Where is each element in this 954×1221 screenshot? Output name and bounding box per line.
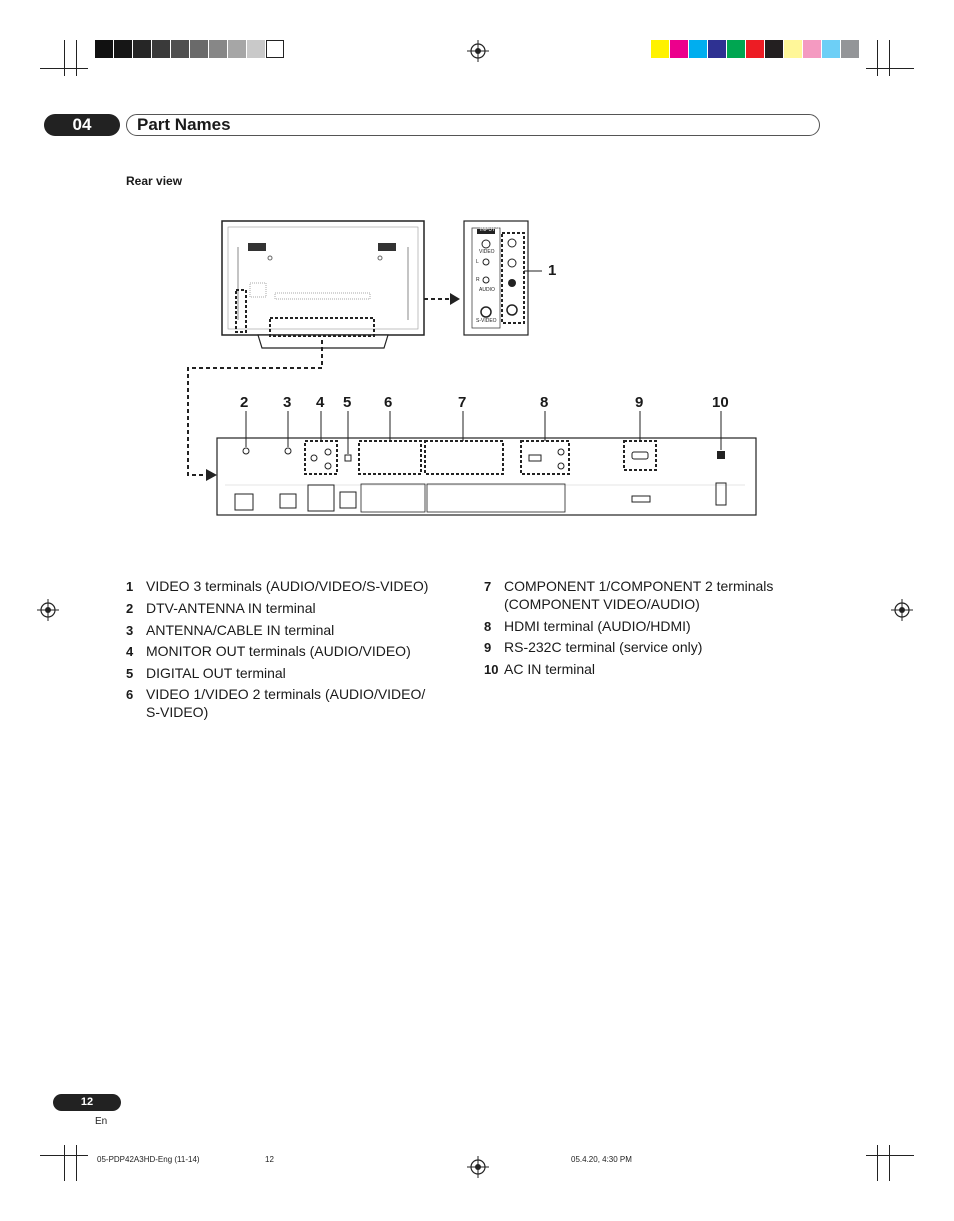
- callout-1: 1: [548, 262, 557, 279]
- gray-swatch: [209, 40, 227, 58]
- tv-back-panel: [222, 221, 460, 348]
- crop-mark: [889, 1145, 890, 1181]
- crop-mark: [866, 68, 914, 69]
- process-swatch: [670, 40, 688, 58]
- list-item: 7 COMPONENT 1/COMPONENT 2 terminals (COMPONENT VIDEO/AUDIO): [484, 578, 774, 612]
- list-item: 8 HDMI terminal (AUDIO/HDMI): [484, 618, 691, 634]
- list-item: 5 DIGITAL OUT terminal: [126, 665, 286, 681]
- rear-view-diagram: [180, 215, 780, 520]
- page-number: 12: [53, 1094, 121, 1111]
- list-item: 6 VIDEO 1/VIDEO 2 terminals (AUDIO/VIDEO/ S-VIDEO): [126, 686, 426, 720]
- crop-mark: [76, 40, 77, 76]
- gray-swatch: [114, 40, 132, 58]
- callout-3: 3: [283, 394, 292, 411]
- process-swatch: [784, 40, 802, 58]
- gray-swatch: [171, 40, 189, 58]
- page-title: Part Names: [137, 115, 231, 134]
- inset-label: VIDEO: [479, 249, 495, 255]
- chapter-number: 04: [44, 114, 120, 136]
- crop-mark: [76, 1145, 77, 1181]
- callout-10: 10: [712, 394, 729, 411]
- callout-2: 2: [240, 394, 249, 411]
- process-swatch: [765, 40, 783, 58]
- gray-swatch: [95, 40, 113, 58]
- language-label: En: [95, 1116, 108, 1127]
- callout-7: 7: [458, 394, 467, 411]
- process-swatch: [727, 40, 745, 58]
- terminal-strip: [217, 438, 756, 515]
- crop-mark: [877, 40, 878, 76]
- print-timestamp: 05.4.20, 4:30 PM: [571, 1155, 632, 1164]
- callout-4: 4: [316, 394, 325, 411]
- list-item: 4 MONITOR OUT terminals (AUDIO/VIDEO): [126, 643, 411, 659]
- list-item: 10 AC IN terminal: [484, 661, 596, 677]
- gray-swatch: [190, 40, 208, 58]
- process-swatch: [708, 40, 726, 58]
- process-swatch: [822, 40, 840, 58]
- crop-mark: [877, 1145, 878, 1181]
- process-swatch: [689, 40, 707, 58]
- inset-label: INPUT 3: [480, 227, 500, 233]
- gray-swatch: [133, 40, 151, 58]
- inset-label: AUDIO: [479, 287, 495, 293]
- process-swatch: [746, 40, 764, 58]
- inset-label: L: [476, 259, 479, 265]
- process-swatch: [803, 40, 821, 58]
- list-item: 9 RS-232C terminal (service only): [484, 639, 703, 655]
- registration-mark-icon: [467, 40, 489, 62]
- crop-mark: [866, 1155, 914, 1156]
- registration-mark-icon: [891, 599, 913, 621]
- callout-6: 6: [384, 394, 393, 411]
- list-item: 1 VIDEO 3 terminals (AUDIO/VIDEO/S-VIDEO): [126, 578, 429, 594]
- registration-mark-icon: [467, 1156, 489, 1178]
- figure-label: Rear view: [126, 174, 183, 188]
- callout-9: 9: [635, 394, 644, 411]
- crop-mark: [64, 1145, 65, 1181]
- file-name: 05-PDP42A3HD-Eng (11-14): [97, 1155, 200, 1164]
- inset-label: R: [476, 277, 480, 283]
- registration-mark-icon: [37, 599, 59, 621]
- process-swatch: [841, 40, 859, 58]
- gray-swatch: [266, 40, 284, 58]
- list-item: 3 ANTENNA/CABLE IN terminal: [126, 622, 335, 638]
- callout-5: 5: [343, 394, 352, 411]
- crop-mark: [64, 40, 65, 76]
- gray-swatch: [152, 40, 170, 58]
- sheet-number: 12: [265, 1155, 274, 1164]
- process-swatch: [651, 40, 669, 58]
- gray-swatch: [247, 40, 265, 58]
- gray-swatch: [228, 40, 246, 58]
- list-item: 2 DTV-ANTENNA IN terminal: [126, 600, 316, 616]
- callout-8: 8: [540, 394, 549, 411]
- crop-mark: [889, 40, 890, 76]
- inset-label: S-VIDEO: [476, 318, 497, 324]
